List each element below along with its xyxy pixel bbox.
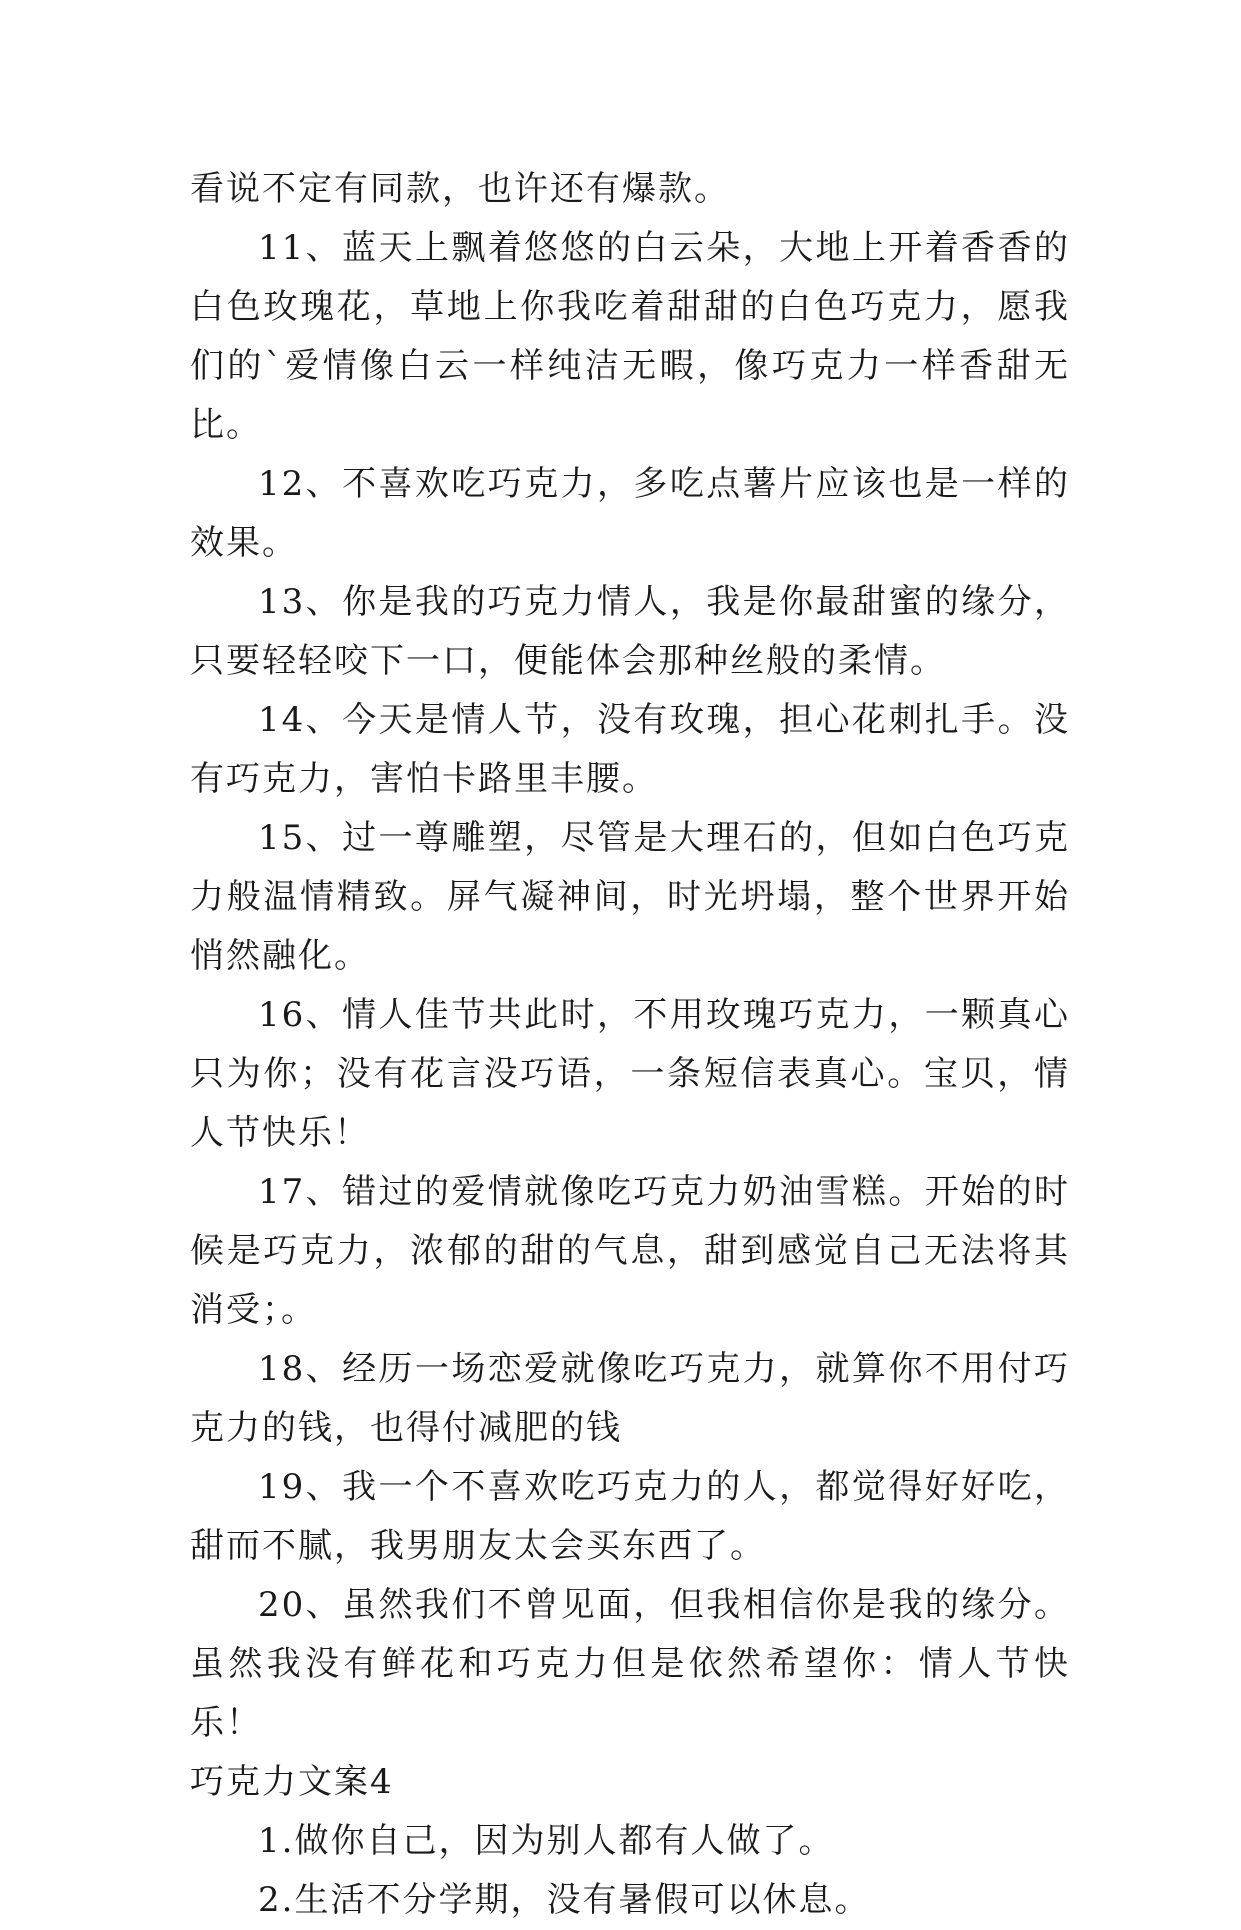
paragraph: 16、情人佳节共此时，不用玫瑰巧克力，一颗真心只为你；没有花言没巧语，一条短信表真心。宝贝，情人节快乐！ [190, 995, 1070, 1153]
paragraph: 13、你是我的巧克力情人，我是你最甜蜜的缘分，只要轻轻咬下一口，便能体会那种丝般的柔情。 [190, 582, 1070, 681]
paragraph: 12、不喜欢吃巧克力，多吃点薯片应该也是一样的效果。 [190, 464, 1070, 563]
paragraph: 14、今天是情人节，没有玫瑰，担心花刺扎手。没有巧克力，害怕卡路里丰腰。 [190, 700, 1070, 799]
paragraph: 17、错过的爱情就像吃巧克力奶油雪糕。开始的时候是巧克力，浓郁的甜的气息，甜到感觉自己无法将其消受；。 [190, 1172, 1070, 1330]
paragraph: 看说不定有同款，也许还有爆款。 [190, 169, 730, 209]
paragraph: 15、过一尊雕塑，尽管是大理石的，但如白色巧克力般温情精致。屏气凝神间，时光坍塌，整个世界开始悄然融化。 [190, 818, 1070, 976]
section-heading: 巧克力文案4 [190, 1762, 394, 1802]
paragraph: 20、虽然我们不曾见面，但我相信你是我的缘分。虽然我没有鲜花和巧克力但是依然希望你：情人节快乐！ [190, 1585, 1070, 1743]
paragraph: 11、蓝天上飘着悠悠的白云朵，大地上开着香香的白色玫瑰花，草地上你我吃着甜甜的白色巧克力，愿我们的`爱情像白云一样纯洁无暇，像巧克力一样香甜无比。 [190, 228, 1070, 445]
paragraph: 1.做你自己，因为别人都有人做了。 [258, 1821, 835, 1861]
paragraph: 2.生活不分学期，没有暑假可以休息。 [258, 1880, 871, 1920]
paragraph: 19、我一个不喜欢吃巧克力的人，都觉得好好吃，甜而不腻，我男朋友太会买东西了。 [190, 1467, 1070, 1566]
document-body [190, 160, 1070, 1930]
paragraph: 18、经历一场恋爱就像吃巧克力，就算你不用付巧克力的钱，也得付减肥的钱 [190, 1349, 1070, 1448]
